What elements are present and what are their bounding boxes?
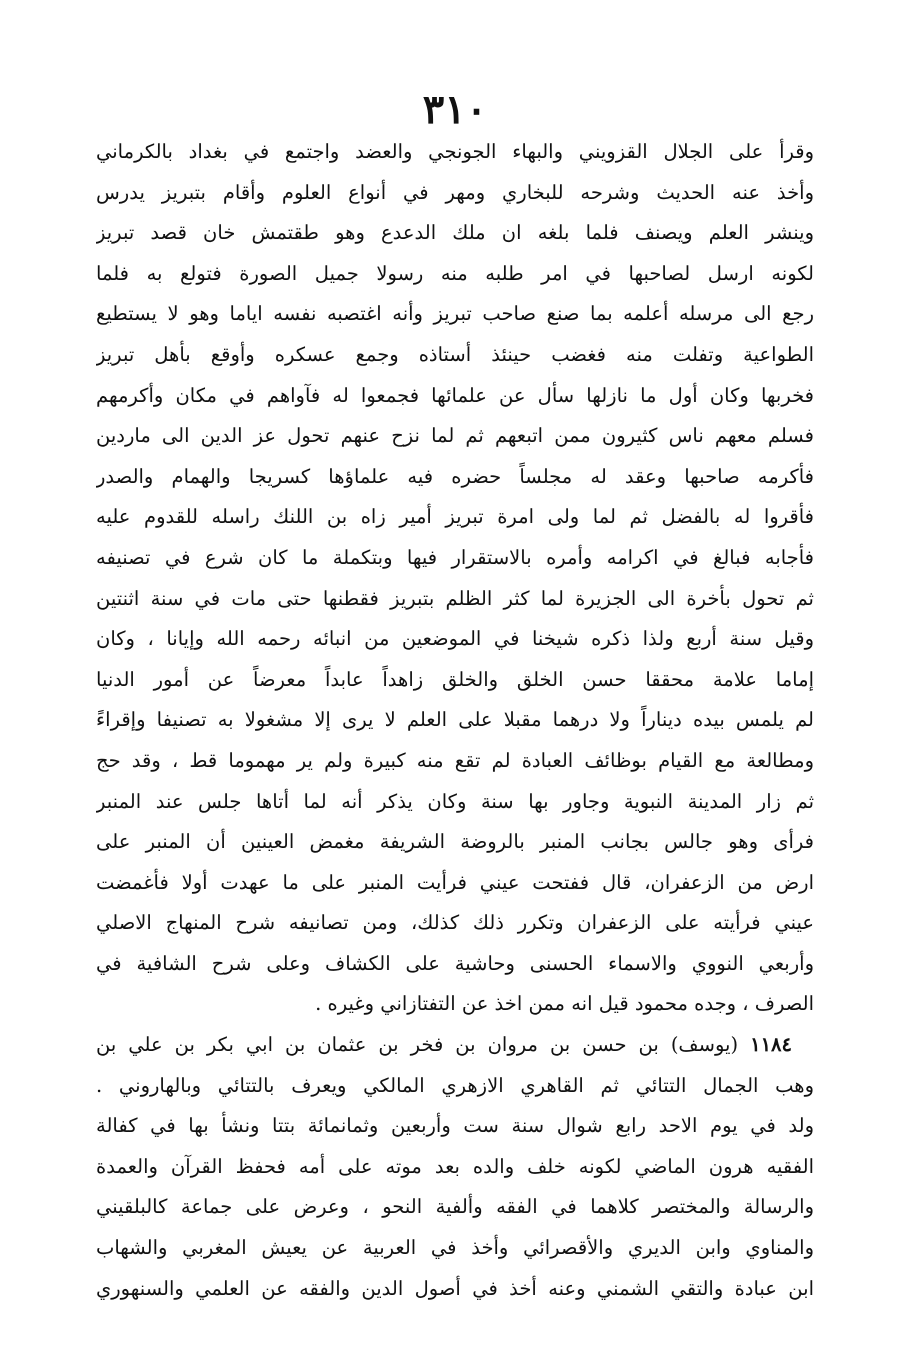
text-line: وأربعي النووي والاسماء الحسنى وحاشية على الكشاف وعلى شرح الشافية في xyxy=(96,951,814,975)
text-line: وأخذ عنه الحديث وشرحه للبخاري ومهر في أنواع العلوم وأقام بتبريز يدرس xyxy=(96,180,814,204)
text-line: وينشر العلم ويصنف فلما بلغه ان ملك الدعدع وهو طقتمش خان قصد تبريز xyxy=(96,221,814,245)
text-line: ومطالعة مع القيام بوظائف العبادة لم تقع منه كبيرة ولم ير مهموما قط ، وقد حج xyxy=(96,748,814,772)
text-line: وقيل سنة أربع ولذا ذكره شيخنا في الموضعين من انبائه رحمه الله وإيانا ، وكان xyxy=(96,627,814,651)
text-line: ولد في يوم الاحد رابع شوال سنة ست وأربعين وثمانمائة بتتا ونشأ بها في كفالة xyxy=(96,1114,814,1138)
text-line: فسلم معهم ناس كثيرون ممن اتبعهم ثم لما نزح عنهم تحول عز الدين الى ماردين xyxy=(96,424,814,448)
text-line: رجع الى مرسله أعلمه بما صنع صاحب تبريز وأنه اغتصبه نفسه اياما وهو لا يستطيع xyxy=(96,302,814,326)
entry-name: (يوسف) بن حسن بن مروان بن فخر بن عثمان بن ابي بكر بن علي بن xyxy=(96,1033,739,1057)
text-line: لم يلمس بيده ديناراً ولا درهما مقبلا على العلم لا يرى إلا مشغولا به تصنيفا وإقراءً xyxy=(96,708,814,732)
entry-number: ١١٨٤ xyxy=(750,1033,792,1057)
text-line: وهب الجمال التتائي ثم القاهري الازهري المالكي ويعرف بالتتائي وبالهاروني . xyxy=(96,1073,814,1097)
body-text xyxy=(96,132,814,1309)
entry-heading-line xyxy=(96,1025,814,1066)
text-line: فخربها وكان أول ما نازلها سأل عن علمائها فجمعوا له فآواهم في مكان وأكرمهم xyxy=(96,383,814,407)
text-line: ارض من الزعفران، قال ففتحت عيني فرأيت المنبر على ما عهدت أولا فأغمضت xyxy=(96,870,814,894)
text-line: عيني فرأيته على الزعفران وتكرر ذلك كذلك، ومن تصانيفه شرح المنهاج الاصلي xyxy=(96,911,814,935)
text-line: فأجابه فبالغ في اكرامه وأمره بالاستقرار فيها وبتكملة ما كان شرع في تصنيفه xyxy=(96,545,814,569)
text-line: ابن عبادة والتقي الشمني وعنه أخذ في أصول الدين والفقه عن العلمي والسنهوري xyxy=(96,1276,814,1300)
text-line: الصرف ، وجده محمود قيل انه ممن اخذ عن التفتازاني وغيره . xyxy=(315,992,814,1016)
text-line: والرسالة والمختصر كلاهما في الفقه وألفية النحو ، وعرض على جماعة كالبلقيني xyxy=(96,1195,814,1219)
text-line: الفقيه هرون الماضي لكونه خلف والده بعد موته على أمه فحفظ القرآن والعمدة xyxy=(96,1154,814,1178)
text-line: والمناوي وابن الديري والأقصرائي وأخذ في العربية عن يعيش المغربي والشهاب xyxy=(96,1236,814,1260)
page-number: ٣١٠ xyxy=(422,86,488,133)
text-line: ثم تحول بأخرة الى الجزيرة لما كثر الظلم بتبريز فقطنها حتى مات في سنة اثنتين xyxy=(96,586,814,610)
text-line: ثم زار المدينة النبوية وجاور بها سنة وكان يذكر أنه لما أتاها جلس عند المنبر xyxy=(96,789,814,813)
text-line: لكونه ارسل لصاحبها في امر طلبه منه رسولا جميل الصورة فتولع به فلما xyxy=(96,261,814,285)
text-line: الطواعية وتفلت منه فغضب حينئذ أستاذه وجمع عسكره وأوقع بأهل تبريز xyxy=(96,342,814,366)
text-line: وقرأ على الجلال القزويني والبهاء الجونجي والعضد واجتمع في بغداد بالكرماني xyxy=(96,140,814,163)
text-line: فرأى وهو جالس بجانب المنبر بالروضة الشريفة مغمض العينين أن المنبر على xyxy=(96,830,814,854)
text-line: فأكرمه صاحبها وعقد له مجلساً حضره فيه علماؤها كسريجا والهمام والصدر xyxy=(96,464,814,488)
text-line: إماما علامة محققا حسن الخلق والخلق زاهداً عابداً معرضاً عن أمور الدنيا xyxy=(96,667,814,691)
text-line: فأقروا له بالفضل ثم لما ولى امرة تبريز أمير زاه بن اللنك راسله للقدوم عليه xyxy=(96,505,814,529)
